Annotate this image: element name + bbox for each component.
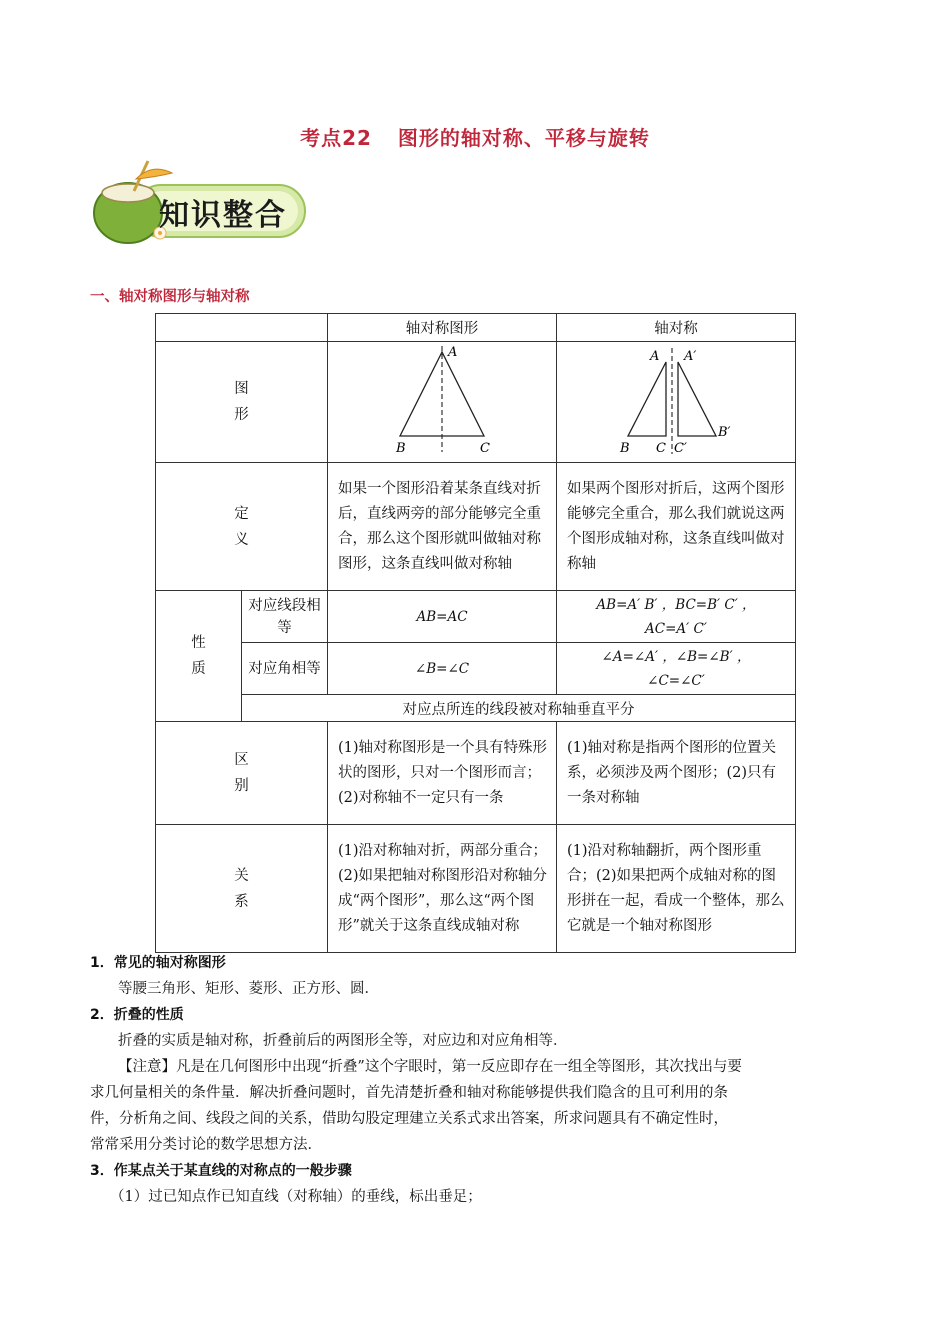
figure-isosceles-triangle [328, 342, 557, 463]
row-label-property: 性 质 [156, 591, 242, 722]
property-angles-figure: ∠B=∠C [328, 643, 557, 695]
symmetry-table [155, 313, 796, 953]
svg-text:C: C [656, 441, 666, 456]
item-2-note-line4: 常常采用分类讨论的数学思想方法． [90, 1137, 322, 1153]
row-label-figure: 图 形 [156, 342, 328, 463]
property-segments-symmetry: AB=A′ B′ ，BC=B′ C′ ， AC=A′ C′ [557, 591, 796, 643]
svg-text:B: B [620, 441, 630, 456]
isosceles-triangle-icon [382, 344, 502, 456]
property-segments-figure: AB=AC [328, 591, 557, 643]
property-segments-label: 对应线段相等 [242, 591, 328, 643]
item-2-note-line3: 件，分析角之间、线段之间的关系，借助勾股定理建立关系式求出答案，所求问题具有不确定性时， [90, 1111, 728, 1127]
title-text: 图形的轴对称、平移与旋转 [397, 126, 650, 150]
section-heading: 一、轴对称图形与轴对称 [90, 289, 250, 305]
page-title [0, 122, 950, 151]
definition-axis-figure: 如果一个图形沿着某条直线对折后，直线两旁的部分能够完全重合，那么这个图形就叫做轴对称图形，这条直线叫做对称轴 [328, 463, 557, 591]
svg-text:B′: B′ [718, 425, 731, 440]
item-2-note-line2: 求几何量相关的条件量．解决折叠问题时，首先清楚折叠和轴对称能够提供我们隐含的且可利用的条 [90, 1085, 728, 1101]
svg-text:A: A [650, 349, 660, 364]
svg-text:B: B [396, 441, 406, 456]
reflected-triangles-icon [606, 344, 746, 456]
property-angles-label: 对应角相等 [242, 643, 328, 695]
header-axis-figure: 轴对称图形 [328, 314, 557, 342]
row-label-relation: 关 系 [156, 825, 328, 953]
item-3-heading: 3．作某点关于某直线的对称点的一般步骤 [90, 1163, 352, 1179]
badge-title: 知识整合 [159, 198, 287, 233]
header-axis-symmetry: 轴对称 [557, 314, 796, 342]
item-1-body: 等腰三角形、矩形、菱形、正方形、圆． [118, 981, 379, 997]
svg-text:A′: A′ [684, 349, 697, 364]
relation-axis-figure: (1)沿对称轴对折，两部分重合；(2)如果把轴对称图形沿对称轴分成“两个图形”，那么这“两个图形”就关于这条直线成轴对称 [328, 825, 557, 953]
definition-axis-symmetry: 如果两个图形对折后，这两个图形能够完全重合，那么我们就说这两个图形成轴对称，这条直线叫做对称轴 [557, 463, 796, 591]
item-3-step1: （1）过已知点作已知直线（对称轴）的垂线，标出垂足； [110, 1189, 482, 1205]
relation-axis-symmetry: (1)沿对称轴翻折，两个图形重合；(2)如果把两个成轴对称的图形拼在一起，看成一个整体，那么它就是一个轴对称图形 [557, 825, 796, 953]
title-number: 考点22 [300, 126, 372, 150]
content-body [90, 950, 870, 1210]
difference-axis-symmetry: (1)轴对称是指两个图形的位置关系，必须涉及两个图形；(2)只有一条对称轴 [557, 722, 796, 825]
figure-reflected-triangles [557, 342, 796, 463]
item-2-heading: 2．折叠的性质 [90, 1007, 184, 1023]
row-label-difference: 区 别 [156, 722, 328, 825]
property-angles-symmetry: ∠A=∠A′ ，∠B=∠B′ ， ∠C=∠C′ [557, 643, 796, 695]
item-2-body: 折叠的实质是轴对称，折叠前后的两图形全等，对应边和对应角相等． [118, 1033, 568, 1049]
svg-text:A: A [448, 345, 458, 360]
difference-axis-figure: (1)轴对称图形是一个具有特殊形状的图形，只对一个图形而言；(2)对称轴不一定只有一条 [328, 722, 557, 825]
row-label-definition: 定 义 [156, 463, 328, 591]
item-1-heading: 1．常见的轴对称图形 [90, 955, 226, 971]
svg-text:C′: C′ [674, 441, 687, 456]
svg-text:C: C [480, 441, 490, 456]
header-empty-cell [156, 314, 328, 342]
property-shared: 对应点所连的线段被对称轴垂直平分 [242, 695, 796, 722]
item-2-note-line1: 【注意】凡是在几何图形中出现“折叠”这个字眼时，第一反应即存在一组全等图形，其次找出与要 [118, 1059, 742, 1075]
